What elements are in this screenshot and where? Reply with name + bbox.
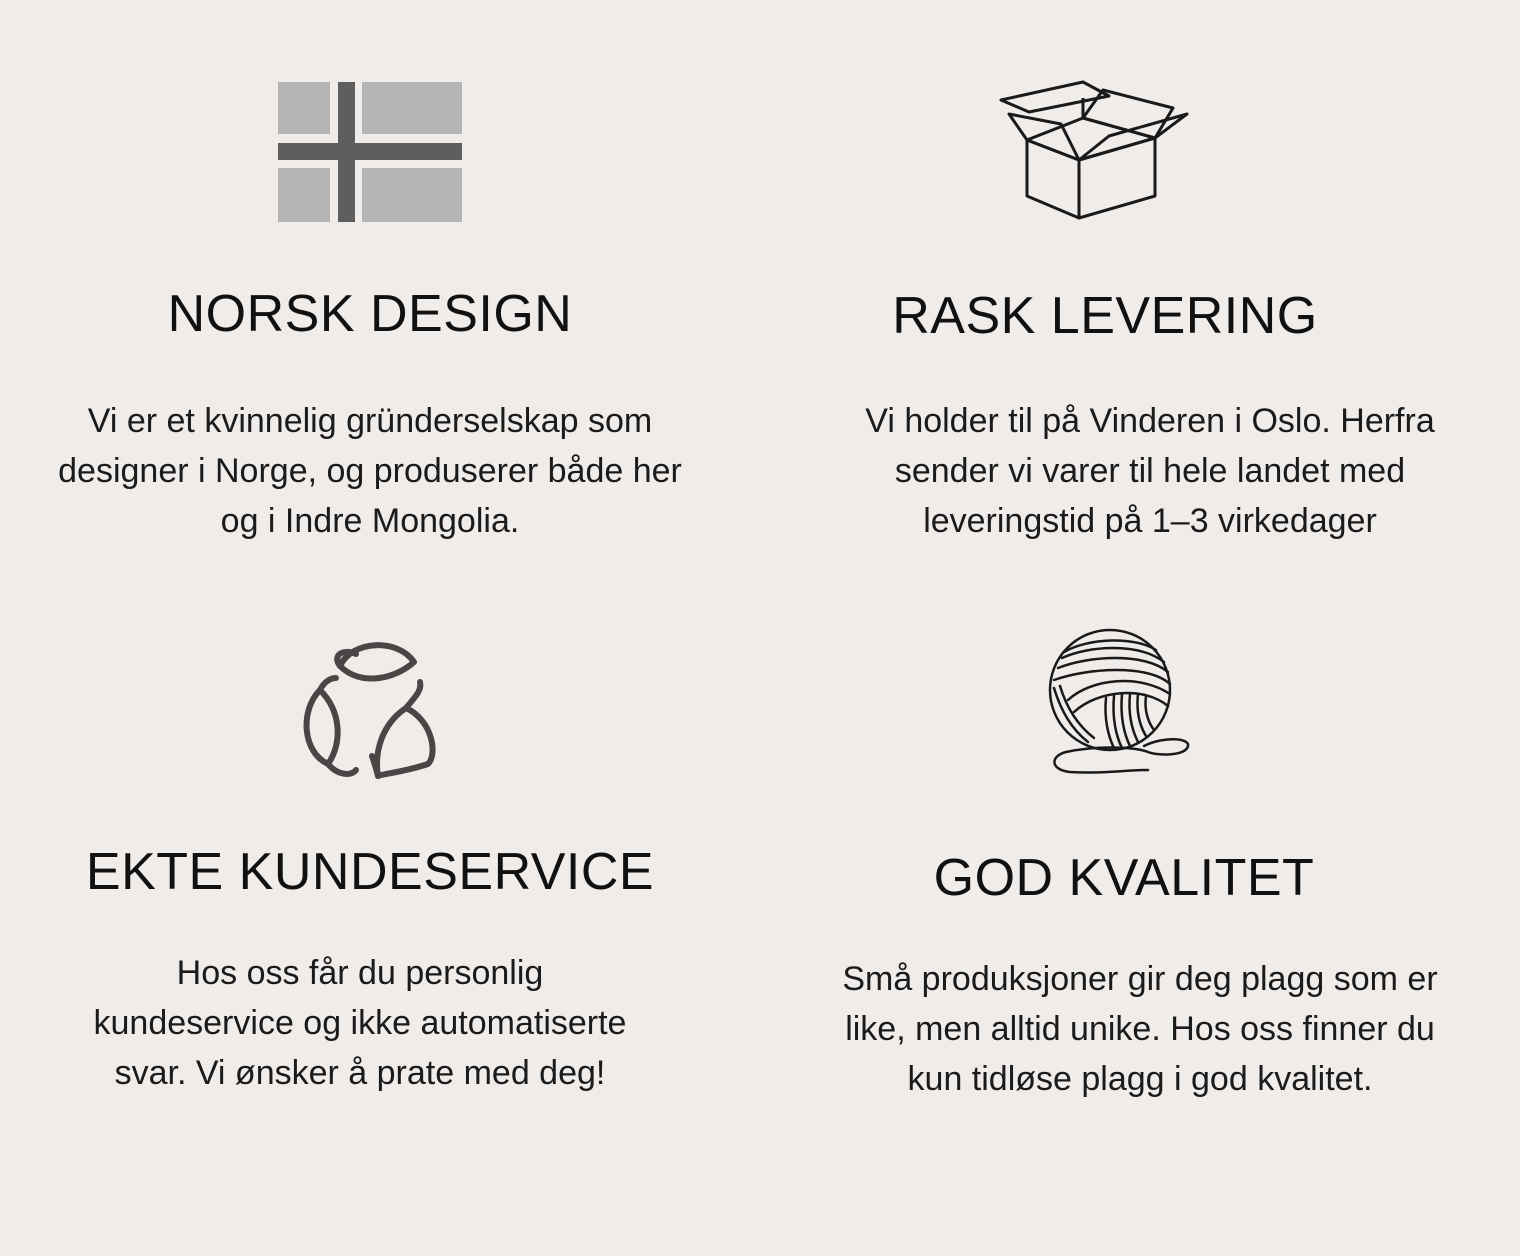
- feature-description-line: leveringstid på 1–3 virkedager: [923, 502, 1377, 540]
- feature-description: [800, 396, 1500, 546]
- feature-description: [760, 954, 1520, 1104]
- feature-description-line: svar. Vi ønsker å prate med deg!: [114, 1054, 606, 1092]
- feature-description-line: Små produksjoner gir deg plagg som er: [842, 960, 1438, 998]
- yarn-ball-icon: [1048, 628, 1190, 780]
- feature-rask-levering: [800, 0, 1500, 560]
- feature-norsk-design: [30, 0, 710, 560]
- feature-title: GOD KVALITET: [933, 849, 1315, 907]
- feature-title: NORSK DESIGN: [167, 285, 573, 343]
- feature-ekte-kundeservice: [30, 600, 710, 1160]
- feature-description-line: Vi er et kvinnelig gründerselskap som: [87, 402, 653, 440]
- recycle-leaves-icon: [302, 636, 438, 782]
- feature-description-line: og i Indre Mongolia.: [220, 502, 520, 540]
- feature-description-line: like, men alltid unike. Hos oss finner du: [845, 1010, 1435, 1048]
- feature-description-line: kundeservice og ikke automatiserte: [93, 1004, 627, 1042]
- open-box-icon: [999, 78, 1191, 222]
- feature-god-kvalitet: [800, 600, 1520, 1160]
- feature-description-line: kun tidløse plagg i god kvalitet.: [907, 1060, 1373, 1098]
- norway-flag-icon: [278, 82, 462, 222]
- feature-description: [30, 396, 710, 546]
- feature-description-line: Vi holder til på Vinderen i Oslo. Herfra: [865, 402, 1435, 440]
- feature-description-line: Hos oss får du personlig: [176, 954, 544, 992]
- feature-title: EKTE KUNDESERVICE: [85, 843, 655, 901]
- feature-description-line: designer i Norge, og produserer både her: [58, 452, 682, 490]
- feature-description: [10, 948, 710, 1098]
- feature-description-line: sender vi varer til hele landet med: [894, 452, 1406, 490]
- feature-title: RASK LEVERING: [892, 287, 1318, 345]
